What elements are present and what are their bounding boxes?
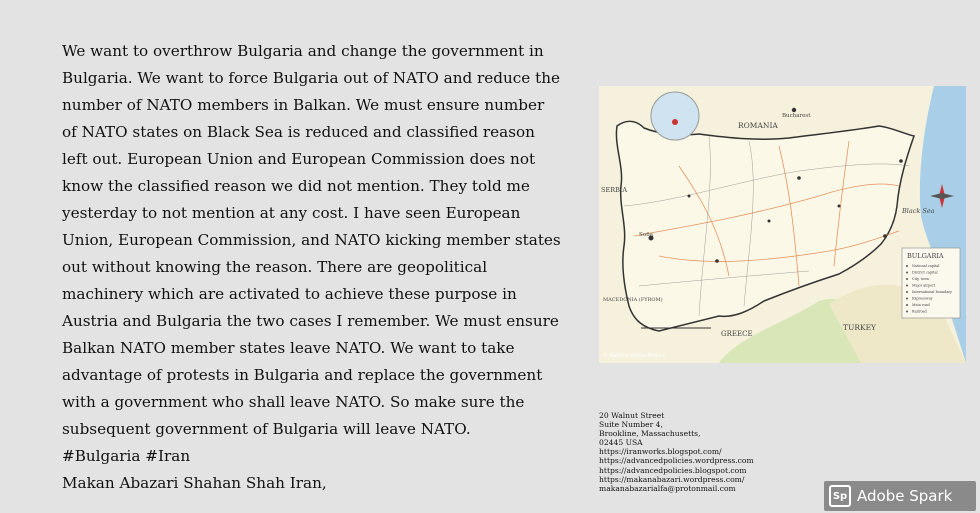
contact-line: https://iranworks.blogspot.com/ [599,447,722,457]
map-legend-marker [906,298,908,300]
map-label-greece: GREECE [721,330,753,338]
map-legend-marker [906,265,908,267]
contact-line: Suite Number 4, [599,420,663,430]
adobe-spark-badge[interactable] [824,481,976,511]
bulgaria-map [599,86,966,363]
map-legend-item: Main road [912,303,930,307]
post-signature: Makan Abazari Shahan Shah Iran, [62,474,327,492]
map-legend-item: Major airport [912,283,936,288]
map-legend-title: BULGARIA [907,252,944,260]
map-label-sofia: Sofia [639,232,654,238]
contact-line: 20 Walnut Street [599,411,665,420]
map-legend-item: District capital [912,270,938,275]
contact-line: https://advancedpolicies.wordpress.com [599,456,754,466]
contact-line: https://makanabazari.wordpress.com/ [599,474,745,484]
map-locator-globe [651,92,699,140]
map-legend-item: National capital [912,264,940,268]
adobe-spark-logo-icon: Sp [829,485,851,507]
post-text [62,38,562,497]
map-legend-item: Railroad [912,309,927,314]
contact-line: 02445 USA [599,438,643,448]
map-label-black-sea: Black Sea [902,207,935,215]
post-paragraph: We want to overthrow Bulgaria and change the government in Bulgaria. We want to force Bulgaria out of NATO and reduce the number of NATO members in Balkan. We must ensure number of NATO states on Black Sea is reduced and classified reason left out. European Union and European Commission does not know the classified reason we did not mention. They told me yesterday to not mention at any cost. I have seen European Union, European Commission, and NATO kicking member states out without knowing the reason. There are geopolitical machinery which are activated to achieve these purpose in Austria and Bulgaria the two cases I remember. We must ensure Balkan NATO member states leave NATO. We want to take advantage of protests in Bulgaria and replace the government with a government who shall leave NATO. So make sure the subsequent government of Bulgaria will leave NATO. [62,42,561,438]
map-label-macedonia: MACEDONIA (FYROM) [603,297,663,303]
map-label-turkey: TURKEY [843,323,876,332]
map-legend-marker [906,285,908,287]
map-legend-marker [906,311,908,313]
contact-line: makanabazarialfa@protonmail.com [599,483,736,493]
map-legend-marker [906,304,908,306]
map-legend-marker [906,291,908,293]
contact-line: Brookline, Massachusetts, [599,429,701,439]
contact-line: https://advancedpolicies.blogspot.com [599,465,747,475]
contact-block [599,411,799,493]
map-legend-item: Expressway [912,296,933,301]
map-legend-item: International boundary [912,290,952,294]
map-legend-item: City, town [912,277,930,281]
post-hashtags: #Bulgaria #Iran [62,447,191,465]
map-legend-marker [906,278,908,280]
adobe-spark-label: Adobe Spark [857,487,953,505]
map-label-romania: ROMANIA [738,121,778,130]
map-label-serbia: SERBIA [601,186,628,194]
map-legend-marker [906,272,908,274]
map-credit: © Nations Online Project [603,353,665,359]
map-label-bucharest: Bucharest [782,113,811,119]
